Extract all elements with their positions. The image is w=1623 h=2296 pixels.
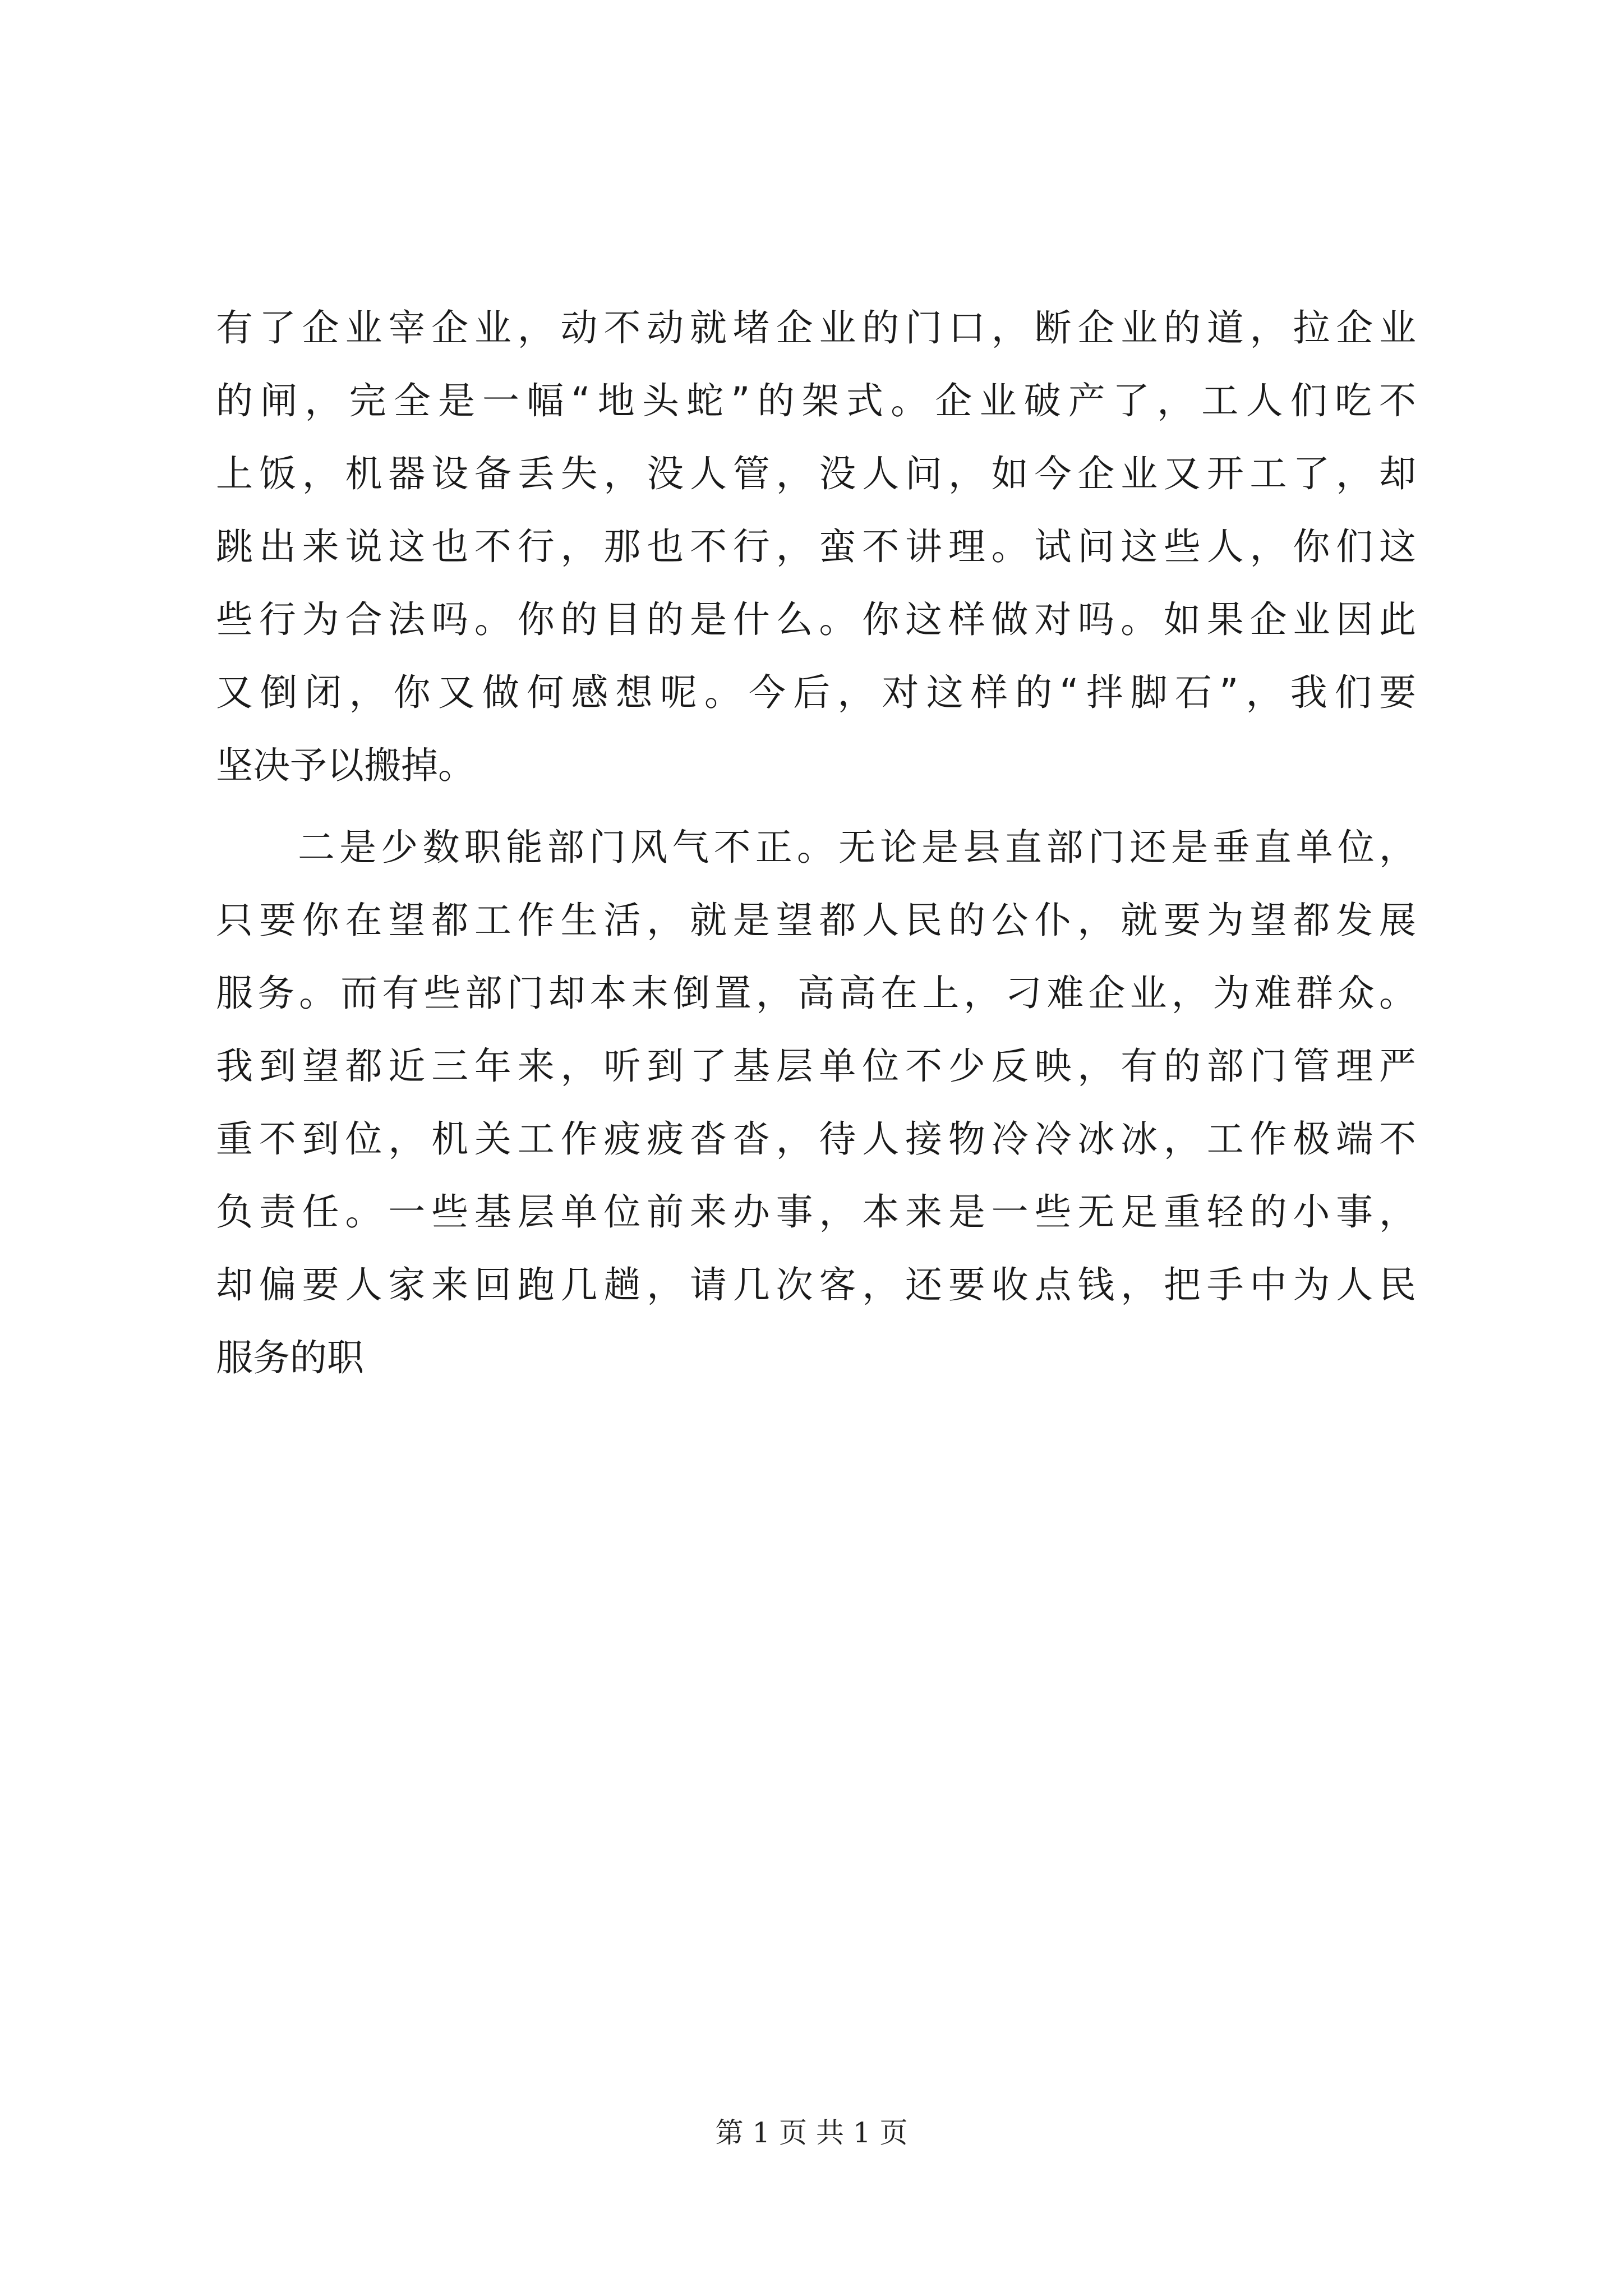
text-line: 服务。而有些部门却本末倒置，高高在上，刁难企业，为难群众。 [216,972,1416,1015]
text-line: 的闸，完全是一幅“地头蛇”的架式。企业破产了，工人们吃不 [216,379,1416,422]
text-line: 负责任。一些基层单位前来办事，本来是一些无足重轻的小事， [216,1190,1416,1234]
paragraph-2 [216,811,1416,1395]
text-line: 跳出来说这也不行，那也不行，蛮不讲理。试问这些人，你们这 [216,525,1416,568]
paragraph-spacer [216,802,1416,811]
paragraph-1 [216,292,1416,802]
text-line: 只要你在望都工作生活，就是望都人民的公仆，就要为望都发展 [216,899,1416,942]
text-line: 坚决予以搬掉。 [216,744,475,787]
page-number-label: 第 1 页 共 1 页 [715,2116,908,2149]
text-line: 上饭，机器设备丢失，没人管，没人问，如今企业又开工了，却 [216,452,1416,495]
text-line: 又倒闭，你又做何感想呢。今后，对这样的“拌脚石”，我们要 [216,671,1416,714]
body-text [216,292,1416,1395]
text-line: 二是少数职能部门风气不正。无论是县直部门还是垂直单位， [298,826,1416,869]
text-line: 些行为合法吗。你的目的是什么。你这样做对吗。如果企业因此 [216,598,1416,641]
text-line: 我到望都近三年来，听到了基层单位不少反映，有的部门管理严 [216,1045,1416,1088]
text-line: 服务的职 [216,1336,364,1379]
text-line: 有了企业宰企业，动不动就堵企业的门口，断企业的道，拉企业 [216,306,1416,349]
text-line: 重不到位，机关工作疲疲沓沓，待人接物冷冷冰冰，工作极端不 [216,1117,1416,1161]
page-footer [0,2110,1623,2151]
text-line: 却偏要人家来回跑几趟，请几次客，还要收点钱，把手中为人民 [216,1263,1416,1306]
